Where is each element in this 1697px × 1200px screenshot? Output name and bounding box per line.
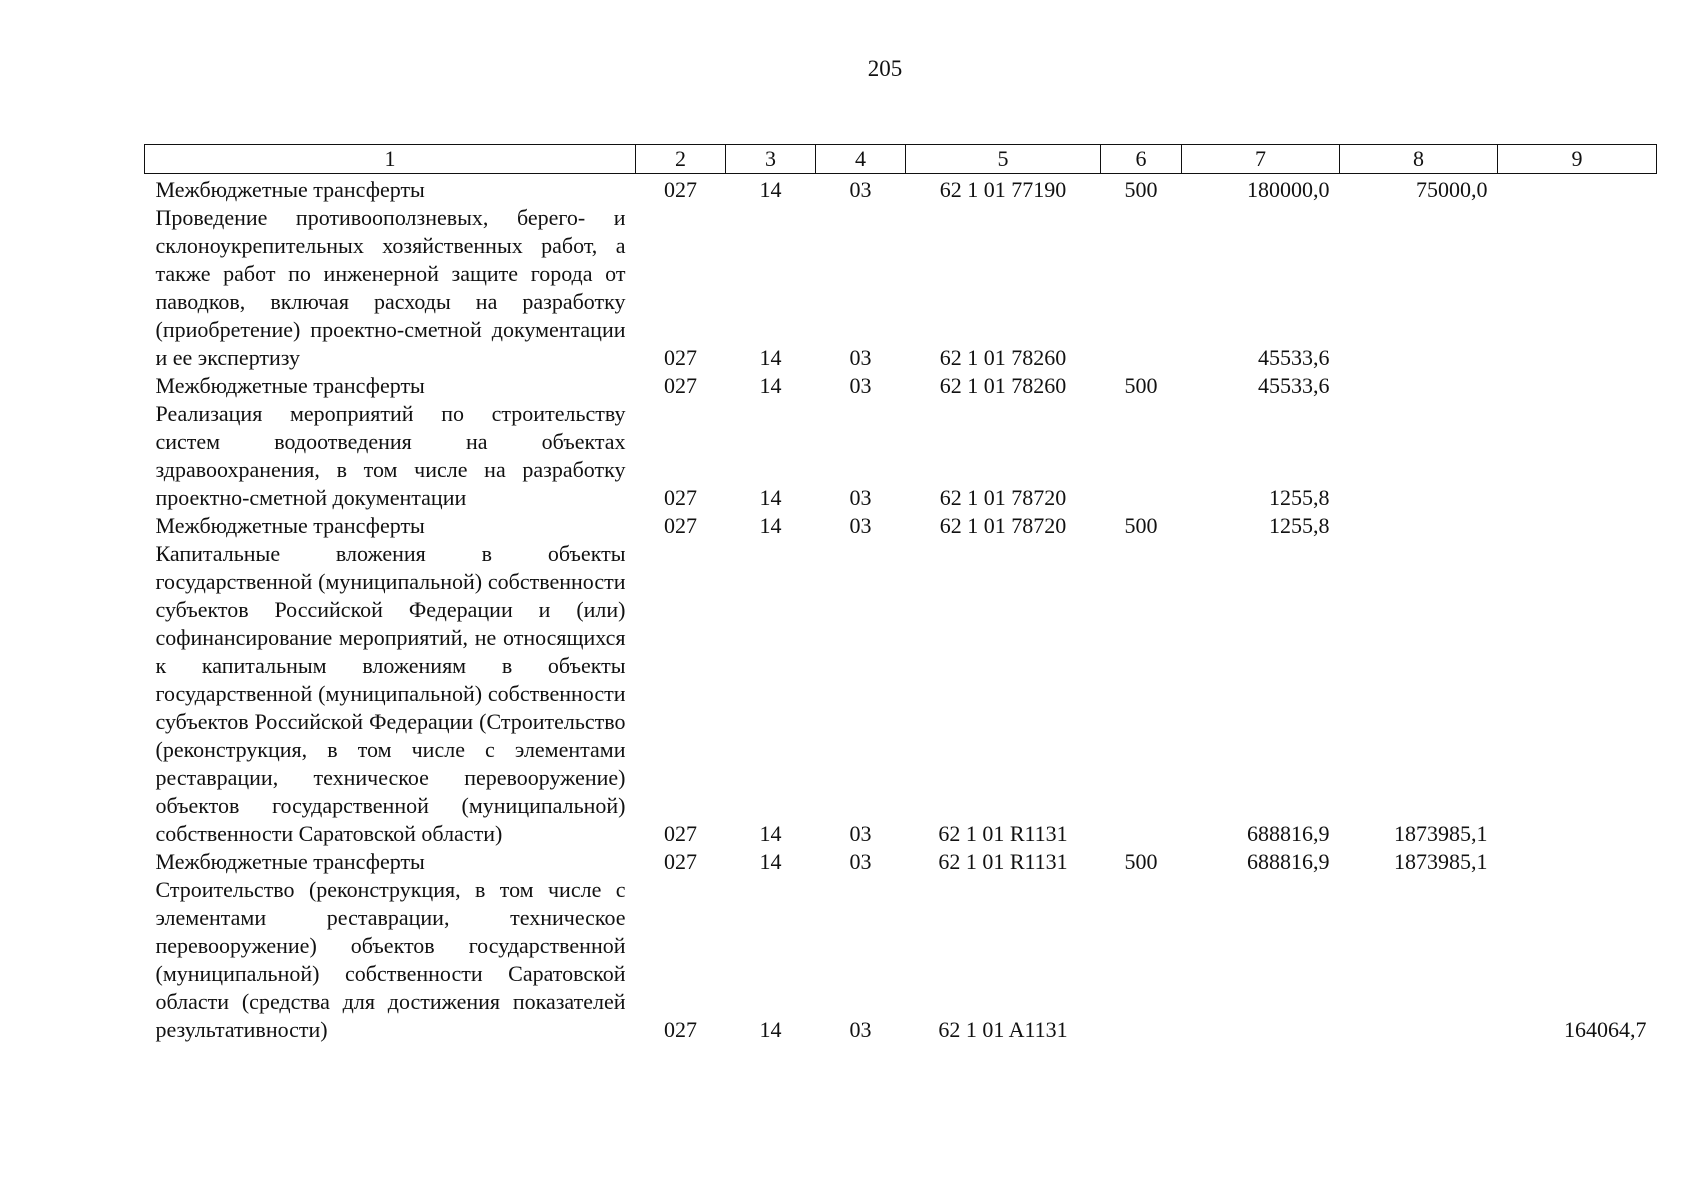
row-name: Капитальные вложения в объекты государственной (муниципальной) собственности субъектов Российской Федерации и (или) софинансирование мероприятий, не относящихся к капитальным вложениям в объекты государственной (муниципальной) собственности субъектов Российской Федерации (Строительство (реконструкция, в том числе с элементами реставрации, техническое перевооружение) объектов государственной (муниципальной) собственности Саратовской области) (155, 541, 626, 846)
row-subsection: 03 (849, 821, 872, 846)
row-subsection: 03 (849, 345, 872, 370)
column-header: 3 (726, 145, 816, 174)
row-name: Межбюджетные трансферты (155, 177, 425, 202)
row-name: Строительство (реконструкция, в том числе с элементами реставрации, техническое перевооружение) объектов государственной (муниципальной) собственности Саратовской области (средства для достижения показателей результативности) (155, 877, 626, 1042)
column-header: 5 (906, 145, 1101, 174)
row-amount-7: 1255,8 (1269, 513, 1330, 538)
table-row (145, 512, 1657, 540)
row-section: 14 (759, 373, 782, 398)
table-row (145, 540, 1657, 848)
row-admin-code: 027 (664, 513, 697, 538)
row-amount-9 (1498, 512, 1657, 540)
row-admin-code: 027 (664, 345, 697, 370)
row-amount-8 (1340, 876, 1498, 1044)
table-row (145, 204, 1657, 372)
row-subsection: 03 (849, 177, 872, 202)
row-amount-8: 1873985,1 (1394, 821, 1488, 846)
table-row (145, 400, 1657, 512)
row-target-code: 62 1 01 78720 (939, 485, 1067, 510)
table-header (145, 145, 1657, 174)
row-amount-9 (1498, 540, 1657, 848)
row-amount-9: 164064,7 (1564, 1017, 1647, 1042)
row-amount-8 (1340, 512, 1498, 540)
row-subsection: 03 (849, 485, 872, 510)
row-target-code: 62 1 01 77190 (939, 177, 1067, 202)
row-section: 14 (759, 177, 782, 202)
column-header: 8 (1340, 145, 1498, 174)
row-name: Межбюджетные трансферты (155, 373, 425, 398)
row-expense-type (1101, 204, 1182, 372)
row-target-code: 62 1 01 A1131 (938, 1017, 1068, 1042)
row-name: Межбюджетные трансферты (155, 513, 425, 538)
row-section: 14 (759, 849, 782, 874)
row-amount-7: 1255,8 (1269, 485, 1330, 510)
row-subsection: 03 (849, 849, 872, 874)
budget-table (144, 144, 1657, 1044)
row-section: 14 (759, 513, 782, 538)
row-amount-8 (1340, 204, 1498, 372)
row-subsection: 03 (849, 373, 872, 398)
row-amount-7: 180000,0 (1247, 177, 1330, 202)
row-name: Проведение противооползневых, берего- и склоноукрепительных хозяйственных работ, а также работ по инженерной защите города от паводков, включая расходы на разработку (приобретение) проектно-сметной документации и ее экспертизу (155, 205, 626, 370)
column-header: 4 (816, 145, 906, 174)
table-row (145, 848, 1657, 876)
row-admin-code: 027 (664, 821, 697, 846)
row-expense-type: 500 (1124, 177, 1158, 202)
row-name: Реализация мероприятий по строительству систем водоотведения на объектах здравоохранения, в том числе на разработку проектно-сметной документации (155, 401, 626, 510)
row-amount-9 (1498, 848, 1657, 876)
row-amount-8: 75000,0 (1416, 177, 1488, 202)
row-target-code: 62 1 01 R1131 (938, 849, 1068, 874)
table-row (145, 174, 1657, 205)
row-expense-type: 500 (1124, 849, 1158, 874)
row-section: 14 (759, 485, 782, 510)
row-section: 14 (759, 345, 782, 370)
row-amount-9 (1498, 400, 1657, 512)
table-row (145, 372, 1657, 400)
table-row (145, 876, 1657, 1044)
row-amount-9 (1498, 204, 1657, 372)
row-amount-7: 688816,9 (1247, 821, 1330, 846)
row-target-code: 62 1 01 78260 (939, 373, 1067, 398)
row-target-code: 62 1 01 78720 (939, 513, 1067, 538)
column-header: 2 (636, 145, 726, 174)
row-amount-9 (1498, 372, 1657, 400)
row-subsection: 03 (849, 513, 872, 538)
row-target-code: 62 1 01 R1131 (938, 821, 1068, 846)
row-section: 14 (759, 1017, 782, 1042)
header-row (145, 145, 1657, 174)
row-amount-8 (1340, 372, 1498, 400)
row-amount-7: 45533,6 (1258, 373, 1330, 398)
row-expense-type: 500 (1124, 513, 1158, 538)
column-header: 6 (1101, 145, 1182, 174)
row-expense-type (1101, 876, 1182, 1044)
column-header: 7 (1182, 145, 1340, 174)
row-amount-8 (1340, 400, 1498, 512)
row-expense-type (1101, 400, 1182, 512)
row-admin-code: 027 (664, 485, 697, 510)
page-number: 205 (867, 56, 903, 81)
row-amount-7: 45533,6 (1258, 345, 1330, 370)
row-admin-code: 027 (664, 1017, 697, 1042)
row-section: 14 (759, 821, 782, 846)
row-amount-7 (1182, 876, 1340, 1044)
row-amount-8: 1873985,1 (1394, 849, 1488, 874)
row-subsection: 03 (849, 1017, 872, 1042)
row-expense-type: 500 (1124, 373, 1158, 398)
row-admin-code: 027 (664, 177, 697, 202)
table-body (145, 174, 1657, 1045)
row-admin-code: 027 (664, 849, 697, 874)
row-expense-type (1101, 540, 1182, 848)
row-amount-7: 688816,9 (1247, 849, 1330, 874)
row-target-code: 62 1 01 78260 (939, 345, 1067, 370)
row-name: Межбюджетные трансферты (155, 849, 425, 874)
column-header: 1 (145, 145, 636, 174)
column-header: 9 (1498, 145, 1657, 174)
row-admin-code: 027 (664, 373, 697, 398)
row-amount-9 (1498, 174, 1657, 205)
